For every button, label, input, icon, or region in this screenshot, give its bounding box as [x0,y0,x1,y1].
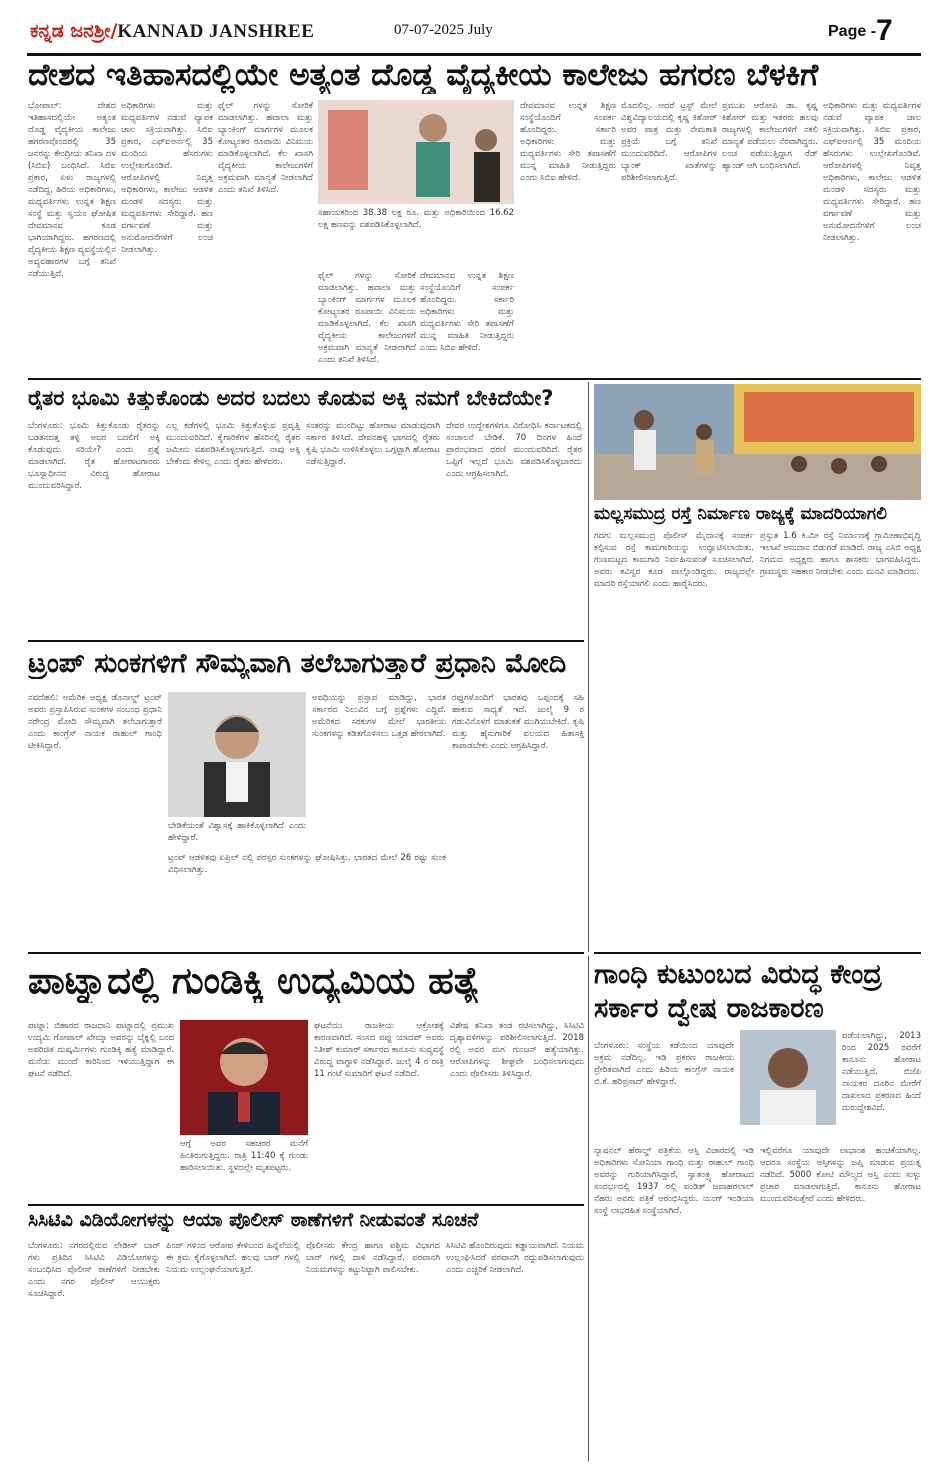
story7-col3: ಪೊಲೀಸರು ಕೇಂದ್ರ ಹಾಗೂ ಪಶ್ಚಿಮ ವಿಭಾಗದ ಬಾರ್ ಗಳಲ್ಲಿ ದಾಳಿ ನಡೆಸಿದ್ದಾರೆ. ಪರವಾನಗಿ ನಿಯಮಗಳನ್ನು ಕಟ್ಟುನಿಟ್ಟಾಗಿ ಪಾಲಿಸಬೇಕು. [306,1241,440,1275]
story4-photo [168,692,306,817]
page-number: 7 [876,14,893,47]
brand-english: KANNAD JANSHREE [117,21,315,42]
story6-photo-figure [740,1030,836,1125]
masthead-rule [27,53,921,56]
brand-separator: / [110,20,118,42]
story1-col4-extra: ಫೈಲ್ ಗಳನ್ನು ಸೋರಿಕೆ ಮಾಡಲಾಗಿತ್ತು. ಹವಾಲಾ ಮತ್ತು ಬ್ಯಾಂಕಿಂಗ್ ಮಾರ್ಗಗಳ ಮೂಲಕ ಕೋಟ್ಯಂತರ ರೂಪಾಯಿ ವಿನಿಮಯ ಮಾಡಿಕೊಳ್ಳಲಾಗಿದೆ. ಕೆಲ ಖಾಸಗಿ ವೈದ್ಯಕೀಯ ಕಾಲೇಜುಗಳಿಗೆ ಅಕ್ರಮವಾಗಿ ಮಾನ್ಯತೆ ನೀಡಲಾಗಿದೆ ಎಂದು ತನಿಖೆ ತಿಳಿಸಿದೆ. [318,271,416,365]
story4-col3: ರಫ್ತುಗಳೊಂದಿಗೆ ಭಾರತವು ಒಪ್ಪಂದಕ್ಕೆ ಸಹಿ ಹಾಕುವ ಸಾಧ್ಯತೆ ಇದೆ. ಜುಲೈ 9 ರ ಗಡುವಿನೊಳಗೆ ಮಾತುಕತೆ ಮುಗಿಯಬೇಕಿದೆ. ಕೃಷಿ ಮತ್ತು ಹೈನುಗಾರಿಕೆ ವಲಯದ ಹಿತಾಸಕ್ತಿ ಕಾಪಾಡಬೇಕು ಎಂದು ಆಗ್ರಹಿಸಿದ್ದಾರೆ. [452,693,584,751]
story6-col2-top: ಪಡೆಯಲಾಗಿದ್ದು, 2013 ರಿಂದ 2025 ರವರೆಗೆ ಕಾನೂನು ಹೋರಾಟ ನಡೆಯುತ್ತಿದೆ. ಬಿಜೆಪಿ ನಾಯಕರ ದೂರಿನ ಮೇರೆಗೆ ದಾಖಲಾದ ಪ್ರಕರಣದ ಹಿಂದೆ ದುರುದ್ದೇಶವಿದೆ. [842,1031,921,1113]
story4-photo-figure [168,692,306,817]
story5-col3: ಘಟನೆಯು ರಾಜಕೀಯ ಆಕ್ರೋಶಕ್ಕೆ ಕಾರಣವಾಗಿದೆ. ಸಂಸದ ಪಪ್ಪು ಯಾದವ್ ಅವರು ನಿತೀಶ್ ಕುಮಾರ್ ಸರ್ಕಾರದ ಕಾನೂನು ಸುವ್ಯವಸ್ಥೆ ವಿರುದ್ಧ ವಾಗ್ದಾಳಿ ನಡೆಸಿದ್ದಾರೆ. ಜುಲೈ 4 ರ ರಾತ್ರಿ 11 ಗಂಟೆ ಸುಮಾರಿಗೆ ಘಟನೆ ನಡೆದಿದೆ. [314,1021,444,1079]
story5-col1: ಪಾಟ್ನಾ: ಬಿಹಾರದ ರಾಜಧಾನಿ ಪಾಟ್ನಾದಲ್ಲಿ ಪ್ರಮುಖ ಉದ್ಯಮಿ ಗೋಪಾಲ್ ಖೇಮ್ಕಾ ಅವರನ್ನು ಬೈಕ್ನಲ್ಲಿ ಬಂದ ಅಪರಿಚಿತ ದುಷ್ಕರ್ಮಿಗಳು ಗುಂಡಿಕ್ಕಿ ಹತ್ಯೆ ಮಾಡಿದ್ದಾರೆ. ಮನೆಯ ಮುಂದೆ ಕಾರಿನಿಂದ ಇಳಿಯುತ್ತಿದ್ದಾಗ ಈ ಘಟನೆ ನಡೆದಿದೆ. [28,1021,174,1079]
story2-col1: ಬೆಂಗಳೂರು: ಭೂಮಿ ಕಿತ್ತುಕೊಂಡು ರೈತರನ್ನು ಬಡತನದತ್ತ ತಳ್ಳಿ ಅದರ ಬದಲಿಗೆ ಅಕ್ಕಿ ಕೊಡುವುದು ಸರಿಯೇ? ಎಂದು ಪ್ರಶ್ನೆ ಮಾಡಲಾಗಿದೆ. ರೈತ ಹೋರಾಟಗಾರರು ಭೂಸ್ವಾಧೀನದ ವಿರುದ್ಧ ಹೋರಾಟ ಮುಂದುವರಿಸಿದ್ದಾರೆ. [28,421,160,491]
story1-photo-figure [318,100,514,204]
story2-col2: ಎಲ್ಲ ಕಡೆಗಳಲ್ಲಿ ಭೂಮಿ ಕಿತ್ತುಕೊಳ್ಳುವ ಪ್ರವೃತ್ತಿ ಮುಂದುವರಿದಿದೆ. ಕೈಗಾರಿಕೆಗಳ ಹೆಸರಿನಲ್ಲಿ ರೈತರ ಜಮೀನು ವಶಪಡಿಸಿಕೊಳ್ಳಲಾಗುತ್ತಿದೆ. ನಾವು ಅಕ್ಕಿ ಬೇಕೆಂದು ಕೇಳಿಲ್ಲ ಎಂದು ರೈತರು ಹೇಳಿದರು. [166,421,300,467]
story6-col1-top: ಬೆಂಗಳೂರು: ಸಂಸ್ಥೆಯ ಕಡೆಯಿಂದ ಯಾವುದೇ ಅಕ್ರಮ ನಡೆದಿಲ್ಲ. ಇಡಿ ಪ್ರಕರಣ ರಾಜಕೀಯ ಪ್ರೇರಿತವಾಗಿದೆ ಎಂದು ಹಿರಿಯ ಕಾಂಗ್ರೆಸ್ ನಾಯಕ ಬಿ.ಕೆ. ಹರಿಪ್ರಸಾದ್ ಹೇಳಿದ್ದಾರೆ. [594,1041,734,1087]
story5-photo [180,1020,308,1135]
story1-col5: ದೇವಮಾನವ ಉನ್ನತ ಶಿಕ್ಷಣ ಸಂಸ್ಥೆಯೊಂದಿಗೆ ಸಂಪರ್ಕ ಹೊಂದಿದ್ದರು. ಸರ್ಕಾರಿ ಅಧಿಕಾರಿಗಳು ಮತ್ತು ಮಧ್ಯವರ್ತಿಗಳು ಸೇರಿ ತಪಾಸಣೆಗೆ ಮುನ್ನ ಮಾಹಿತಿ ನೀಡುತ್ತಿದ್ದರು ಎಂದು ಸಿಬಿಐ ಹೇಳಿದೆ. [520,101,616,183]
story1-col4b: ದೇವಮಾನವ ಉನ್ನತ ಶಿಕ್ಷಣ ಸಂಸ್ಥೆಯೊಂದಿಗೆ ಸಂಪರ್ಕ ಹೊಂದಿದ್ದರು. ಸರ್ಕಾರಿ ಅಧಿಕಾರಿಗಳು ಮತ್ತು ಮಧ್ಯವರ್ತಿಗಳು ಸೇರಿ ತಪಾಸಣೆಗೆ ಮುನ್ನ ಮಾಹಿತಿ ನೀಡುತ್ತಿದ್ದರು ಎಂದು ಸಿಬಿಐ ಹೇಳಿದೆ. [420,271,514,353]
story3-photo [594,384,921,500]
story1-col3: ಫೈಲ್ ಗಳನ್ನು ಸೋರಿಕೆ ಮಾಡಲಾಗಿತ್ತು. ಹವಾಲಾ ಮತ್ತು ಬ್ಯಾಂಕಿಂಗ್ ಮಾರ್ಗಗಳ ಮೂಲಕ ಕೋಟ್ಯಂತರ ರೂಪಾಯಿ ವಿನಿಮಯ ಮಾಡಿಕೊಳ್ಳಲಾಗಿದೆ. ಕೆಲ ಖಾಸಗಿ ವೈದ್ಯಕೀಯ ಕಾಲೇಜುಗಳಿಗೆ ಅಕ್ರಮವಾಗಿ ಮಾನ್ಯತೆ ನೀಡಲಾಗಿದೆ ಎಂದು ತನಿಖೆ ತಿಳಿಸಿದೆ. [218,101,313,195]
story4-col2-top: ಅವಧಿಯನ್ನು ಪ್ರಸ್ತಾಪ ಮಾಡಿದ್ದು, ಭಾರತ ಸರ್ಕಾರದ ನಿಲುವಿನ ಬಗ್ಗೆ ಪ್ರಶ್ನೆಗಳು ಎದ್ದಿವೆ. ಅಮೆರಿಕದ ಸರಕುಗಳ ಮೇಲೆ ಭಾರತೀಯ ಸುಂಕಗಳನ್ನು ಕಡಿತಗೊಳಿಸಲು ಒತ್ತಡ ಹೇರಲಾಗಿದೆ. [312,693,446,739]
divider-2 [28,640,584,642]
story6-headline: ಗಾಂಧಿ ಕುಟುಂಬದ ವಿರುದ್ಧ ಕೇಂದ್ರ ಸರ್ಕಾರ ದ್ವೇಷ ರಾಜಕಾರಣ [594,959,882,1024]
story6-photo [740,1030,836,1125]
story1-headline: ದೇಶದ ಇತಿಹಾಸದಲ್ಲಿಯೇ ಅತ್ಯಂತ ದೊಡ್ಡ ವೈದ್ಯಕೀಯ ಕಾಲೇಜು ಹಗರಣ ಬೆಳಕಿಗೆ [28,58,819,93]
story6-col1-bottom: ನ್ಯಾಷನಲ್ ಹೆರಾಲ್ಡ್ ಪತ್ರಿಕೆಯ ಆಸ್ತಿ ವಿಚಾರದಲ್ಲಿ ಇಡಿ ಅಧಿಕಾರಿಗಳು ಸೋನಿಯಾ ಗಾಂಧಿ ಮತ್ತು ರಾಹುಲ್ ಗಾಂಧಿ ಅವರನ್ನು ಗುರಿಯಾಗಿಸಿದ್ದಾರೆ. ಸ್ವಾತಂತ್ರ್ಯ ಹೋರಾಟದ ಸಂದರ್ಭದಲ್ಲಿ 1937 ರಲ್ಲಿ ಪಂಡಿತ್ ಜವಾಹರಲಾಲ್ ನೆಹರು ಅವರು ಪತ್ರಿಕೆ ಆರಂಭಿಸಿದ್ದರು. ಯಂಗ್ ಇಂಡಿಯಾ ಸಂಸ್ಥೆ ಲಾಭರಹಿತ ಸಂಸ್ಥೆಯಾಗಿದೆ. [594,1146,754,1216]
story5-photo-figure [180,1020,308,1135]
story2-col3: ಸಂತರನ್ನು ಮುಂದಿಟ್ಟು ಹೋರಾಟ ಮಾಡುವುದಾಗಿ ಸರ್ಕಾರ ತಿಳಿಸಿದೆ. ದೇವನಹಳ್ಳಿ ಭಾಗದಲ್ಲಿ ರೈತರು ಕೃಷಿ ಭೂಮಿ ಉಳಿಸಿಕೊಳ್ಳಲು ಒಗ್ಗಟ್ಟಾಗಿ ಹೋರಾಟ ನಡೆಸುತ್ತಿದ್ದಾರೆ. [306,421,440,467]
story7-col4: ಸಿಸಿಟಿವಿ ಹೊಂದಿರುವುದು ಕಡ್ಡಾಯವಾಗಿದೆ. ನಿಯಮ ಉಲ್ಲಂಘಿಸಿದರೆ ಪರವಾನಗಿ ರದ್ದುಪಡಿಸಲಾಗುವುದು ಎಂದು ಎಚ್ಚರಿಕೆ ನೀಡಲಾಗಿದೆ. [446,1241,584,1275]
story5-headline: ಪಾಟ್ನಾದಲ್ಲಿ ಗುಂಡಿಕ್ಕಿ ಉದ್ಯಮಿಯ ಹತ್ಯೆ [28,960,481,1002]
newspaper-brand [30,20,314,43]
story4-caption: ಬೇಡಿಕೆಯಂತೆ ವಿಶ್ವಾಸಕ್ಕೆ ಹಾಕಿಕೊಳ್ಳಲಾಗಿದೆ ಎಂದು ಹೇಳಿದ್ದಾರೆ. [168,821,306,843]
story6-col2-bottom: ಇಲ್ಲಿವರೆಗೂ ಯಾವುದೇ ಲಾಭಾಂಶ ಹಂಚಿಕೆಯಾಗಿಲ್ಲ. ಆದರೂ ಸಂಸ್ಥೆಯ ಆಸ್ತಿಗಳನ್ನು ಜಪ್ತಿ ಮಾಡುವ ಪ್ರಯತ್ನ ನಡೆದಿದೆ. 5000 ಕೋಟಿ ಮೌಲ್ಯದ ಆಸ್ತಿ ಎಂದು ಸುಳ್ಳು ಪ್ರಚಾರ ಮಾಡಲಾಗುತ್ತಿದೆ. ಕಾನೂನು ಹೋರಾಟ ಮುಂದುವರಿಸುತ್ತೇವೆ ಎಂದು ಹೇಳಿದರು. [760,1146,921,1204]
story1-col2: ಅಧಿಕಾರಿಗಳು ಮತ್ತು ಮಧ್ಯವರ್ತಿಗಳ ನಡುವೆ ವ್ಯಾಪಕ ಜಾಲ ಸಕ್ರಿಯವಾಗಿತ್ತು. ಸಿಬಿಐ ಪ್ರಕಾರ, ಎಫ್ಐಆರ್ನಲ್ಲಿ 35 ಮಂದಿಯ ಹೆಸರುಗಳು ಉಲ್ಲೇಖಗೊಂಡಿವೆ. ಆರೋಪಿಗಳಲ್ಲಿ ನಿವೃತ್ತ ಅಧಿಕಾರಿಗಳು, ಕಾಲೇಜು ಆಡಳಿತ ಮಂಡಳಿ ಸದಸ್ಯರು ಮತ್ತು ಮಧ್ಯವರ್ತಿಗಳು ಸೇರಿದ್ದಾರೆ. ಹಣ ವರ್ಗಾವಣೆ ಮತ್ತು ಅನುಮೋದನೆಗಳಿಗೆ ಲಂಚ ನೀಡಲಾಗಿತ್ತು. [121,101,213,255]
column-divider [588,382,589,952]
story3-photo-figure [594,384,921,500]
story1-photo [318,100,514,204]
story1-col1: ಭೋಪಾಲ್: ದೇಶದ ಇತಿಹಾಸದಲ್ಲಿಯೇ ಅತ್ಯಂತ ದೊಡ್ಡ ವೈದ್ಯಕೀಯ ಕಾಲೇಜು ಹಗರಣವೊಂದರಲ್ಲಿ 35 ಜನರನ್ನು ಕೇಂದ್ರೀಯ ತನಿಖಾ ದಳ (ಸಿಬಿಐ) ಬಂಧಿಸಿದೆ. ಸಿಬಿಐ ಪ್ರಕಾರ, ಏಳು ರಾಜ್ಯಗಳಲ್ಲಿ ನಡೆದಿದ್ದ, ಹಿರಿಯ ಅಧಿಕಾರಿಗಳು, ಮಧ್ಯವರ್ತಿಗಳು ಉನ್ನತ ಶಿಕ್ಷಣ ಸಂಸ್ಥೆ ಮತ್ತು ಸ್ವಯಂ ಘೋಷಿತ ದೇವಮಾನವ ಕೂಡ ಭಾಗಿಯಾಗಿದ್ದರು. ಹಗರಣದಲ್ಲಿ ವೈದ್ಯಕೀಯ ಶಿಕ್ಷಣ ವ್ಯವಸ್ಥೆಯಲ್ಲಿನ ಅವ್ಯವಹಾರಗಳ ಬಗ್ಗೆ ತನಿಖೆ ನಡೆಯುತ್ತಿದೆ. [28,101,116,279]
divider-3b [594,952,921,954]
story7-col1: ಬೆಂಗಳೂರು: ನಗರದಲ್ಲಿರುವ ಲೇಡೀಸ್ ಬಾರ್ ಗಳು ಪ್ರತಿದಿನ ಸಿಸಿಟಿವಿ ವಿಡಿಯೋಗಳನ್ನು ಸಂಬಂಧಿಸಿದ ಪೊಲೀಸ್ ಠಾಣೆಗಳಿಗೆ ನೀಡಬೇಕು ಎಂದು ನಗರ ಪೊಲೀಸ್ ಆಯುಕ್ತರು ಸೂಚಿಸಿದ್ದಾರೆ. [28,1241,160,1299]
column-divider-lower [588,956,589,1461]
story4-headline: ಟ್ರಂಪ್ ಸುಂಕಗಳಿಗೆ ಸೌಮ್ಯವಾಗಿ ತಲೆಬಾಗುತ್ತಾರೆ ಪ್ರಧಾನಿ ಮೋದಿ [28,648,567,679]
story4-col2-bottom: ಟ್ರಂಪ್ ಆಡಳಿತವು ಏಪ್ರಿಲ್ ನಲ್ಲಿ ಪರಸ್ಪರ ಸುಂಕಗಳನ್ನು ಘೋಷಿಸಿತ್ತು. ಭಾರತದ ಮೇಲೆ 26 ರಷ್ಟು ಸುಂಕ ವಿಧಿಸಲಾಗಿತ್ತು. [168,853,446,875]
story5-caption: ಆಗ್ಗೆ ಅವರ ಸಹಚರರ ಮನೆಗೆ ಹಿಂತಿರುಗುತ್ತಿದ್ದರು. ರಾತ್ರಿ 11:40 ಕ್ಕೆ ಗುಂಡು ಹಾರಿಸಲಾಯಿತು. ಸ್ಥಳದಲ್ಲೇ ಮೃತಪಟ್ಟರು. [180,1139,308,1173]
story7-headline: ಸಿಸಿಟಿವಿ ವಿಡಿಯೋಗಳನ್ನು ಆಯಾ ಪೊಲೀಸ್ ಠಾಣೆಗಳಿಗೆ ನೀಡುವಂತೆ ಸೂಚನೆ [28,1210,479,1231]
story2-headline: ರೈತರ ಭೂಮಿ ಕಿತ್ತುಕೊಂಡು ಅದರ ಬದಲು ಕೊಡುವ ಅಕ್ಕಿ ನಮಗೆ ಬೇಕಿದೆಯೇ? [28,386,554,410]
story1-col6: ಮೊದಲಿಲ್ಲ. ಆದರೆ ಟ್ರಸ್ಟ್ ಮೇಲೆ ವಿಶ್ವವಿದ್ಯಾಲಯದಲ್ಲಿ ಕೃಷ್ಣ ಕಿಶೋರ್ ಅವರ ಪಾತ್ರ ಮತ್ತು ನೇಮಕಾತಿ ಪ್ರಕ್ರಿಯೆ ಬಗ್ಗೆ ತನಿಖೆ ಮುಂದುವರಿದಿದೆ. ಆರೋಪಿಗಳ ಬ್ಯಾಂಕ್ ಖಾತೆಗಳನ್ನು ಪರಿಶೀಲಿಸಲಾಗುತ್ತಿದೆ. [621,101,717,183]
story1-col8: ಅಧಿಕಾರಿಗಳು ಮತ್ತು ಮಧ್ಯವರ್ತಿಗಳ ನಡುವೆ ವ್ಯಾಪಕ ಜಾಲ ಸಕ್ರಿಯವಾಗಿತ್ತು. ಸಿಬಿಐ ಪ್ರಕಾರ, ಎಫ್ಐಆರ್ನಲ್ಲಿ 35 ಮಂದಿಯ ಹೆಸರುಗಳು ಉಲ್ಲೇಖಗೊಂಡಿವೆ. ಆರೋಪಿಗಳಲ್ಲಿ ನಿವೃತ್ತ ಅಧಿಕಾರಿಗಳು, ಕಾಲೇಜು ಆಡಳಿತ ಮಂಡಳಿ ಸದಸ್ಯರು ಮತ್ತು ಮಧ್ಯವರ್ತಿಗಳು ಸೇರಿದ್ದಾರೆ. ಹಣ ವರ್ಗಾವಣೆ ಮತ್ತು ಅನುಮೋದನೆಗಳಿಗೆ ಲಂಚ ನೀಡಲಾಗಿತ್ತು. [823,101,921,243]
story5-col4: ವಿಶೇಷ ತನಿಖಾ ತಂಡ ರಚಿಸಲಾಗಿದ್ದು, ಸಿಸಿಟಿವಿ ದೃಶ್ಯಾವಳಿಗಳನ್ನು ಪರಿಶೀಲಿಸಲಾಗುತ್ತಿದೆ. 2018 ರಲ್ಲಿ ಅವರ ಮಗ ಗುಂಜನ್ ಹತ್ಯೆಯಾಗಿತ್ತು. ಆರೋಪಿಗಳನ್ನು ಶೀಘ್ರವೇ ಬಂಧಿಸಲಾಗುವುದು ಎಂದು ಪೊಲೀಸರು ತಿಳಿಸಿದ್ದಾರೆ. [450,1021,584,1079]
divider-3 [28,952,584,954]
divider-1 [28,378,921,380]
story3-headline: ಮಲ್ಲಸಮುದ್ರ ರಸ್ತೆ ನಿರ್ಮಾಣ ರಾಜ್ಯಕ್ಕೆ ಮಾದರಿಯಾಗಲಿ [594,505,887,524]
story3-col1: ಗದಗ: ಮಲ್ಲಸಮುದ್ರ ಪೊಲೀಸ್ ಮೈದಾನಕ್ಕೆ ಸಂಪರ್ಕ ಕಲ್ಪಿಸುವ ರಸ್ತೆ ಕಾಮಗಾರಿಯನ್ನು ಉದ್ಘಾಟಿಸಲಾಯಿತು. ಗುಣಮಟ್ಟದ ಕಾಮಗಾರಿ ನಿರ್ವಹಿಸುವಂತೆ ಸೂಚಿಸಲಾಗಿದೆ. ಅವರು ಕವಿಸ್ವರ ಕೂಡ ಪಾಲ್ಗೊಂಡಿದ್ದರು. ರಾಜ್ಯದಲ್ಲೇ ಮಾದರಿ ರಸ್ತೆಯಾಗಲಿ ಎಂದು ಹಾರೈಸಿದರು. [594,531,754,589]
page-label: Page - [828,23,877,40]
story1-caption: ಸಹಾಯಕರಿಂದ 38.38 ಲಕ್ಷ ರೂ. ಮತ್ತು ಅಧಿಕಾರಿಯಿಂದ 16.62 ಲಕ್ಷ ಹಣವನ್ನು ವಶಪಡಿಸಿಕೊಳ್ಳಲಾಗಿದೆ. [318,208,514,230]
masthead [0,0,945,56]
story3-col2: ಪ್ರಸ್ತುತ 1.6 ಕಿ.ಮೀ ರಸ್ತೆ ನಿರ್ಮಾಣಕ್ಕೆ ಗ್ರಾಮೀಣಾಭಿವೃದ್ಧಿ ಇಲಾಖೆ ಅನುದಾನ ಬಿಡುಗಡೆ ಮಾಡಿದೆ. ರಾಜ್ಯ ಎಸಿಬಿ ಅಧ್ಯಕ್ಷ ನಿಗಮದ ಅಧ್ಯಕ್ಷರು ಹಾಗೂ ಶಾಸಕರು ಭಾಗವಹಿಸಿದ್ದರು. ಗ್ರಾಮಸ್ಥರು ಸಹಕಾರ ನೀಡಬೇಕು ಎಂದು ಮನವಿ ಮಾಡಿದರು. [760,531,921,577]
divider-4 [28,1204,584,1206]
issue-date: 07-07-2025 July [394,22,493,38]
story7-col2: ಪಿಂಪ್ ಗಳಿಂದ ಆರೋಪ ಕೇಳಿಬಂದ ಹಿನ್ನೆಲೆಯಲ್ಲಿ ಈ ಕ್ರಮ ಕೈಗೊಳ್ಳಲಾಗಿದೆ. ಹಲವು ಬಾರ್ ಗಳಲ್ಲಿ ನಿಯಮ ಉಲ್ಲಂಘನೆಯಾಗುತ್ತಿದೆ. [166,1241,300,1275]
story1-col7: ಪ್ರಮುಖ ಆರೋಪಿ ಡಾ. ಕೃಷ್ಣ ಕಿಶೋರ್ ಮತ್ತು ಇತರರು ಹಲವು ರಾಜ್ಯಗಳಲ್ಲಿ ಕಾಲೇಜುಗಳಿಗೆ ನಕಲಿ ಮಾನ್ಯತೆ ಪಡೆಯಲು ನೆರವಾಗಿದ್ದರು. ಲಂಚ ಪಡೆಯುತ್ತಿದ್ದಾಗ ರೆಡ್ ಹ್ಯಾಂಡ್ ಆಗಿ ಬಂಧಿಸಲಾಗಿದೆ. [722,101,818,171]
brand-kannada: ಕನ್ನಡ ಜನಶ್ರೀ [30,20,111,42]
story2-col4: ದೇವರ ಉದ್ದೇಶಗಳಿಗೂ ವಿರೋಧಿಸಿ ಕರ್ನಾಟಕದಲ್ಲಿ ಸಂಚಾಲನೆ ಬೇಡಿಕೆ. 70 ದಿನಗಳ ಹಿಂದೆ ಪ್ರಾರಂಭವಾದ ಧರಣಿ ಮುಂದುವರಿದಿದೆ. ರೈತರ ಒಪ್ಪಿಗೆ ಇಲ್ಲದೆ ಭೂಮಿ ವಶಪಡಿಸಿಕೊಳ್ಳಬಾರದು ಎಂದು ಆಗ್ರಹಿಸಲಾಗಿದೆ. [446,421,582,479]
story4-col1: ನವದೆಹಲಿ: ಅಮೆರಿಕ ಅಧ್ಯಕ್ಷ ಡೊನಾಲ್ಡ್ ಟ್ರಂಪ್ ಅವರು ಪ್ರಸ್ತಾಪಿಸಿರುವ ಸುಂಕಗಳ ಸಂಬಂಧ ಪ್ರಧಾನಿ ನರೇಂದ್ರ ಮೋದಿ ಸೌಮ್ಯವಾಗಿ ತಲೆಬಾಗುತ್ತಾರೆ ಎಂದು ಕಾಂಗ್ರೆಸ್ ನಾಯಕ ರಾಹುಲ್ ಗಾಂಧಿ ಟೀಕಿಸಿದ್ದಾರೆ. [28,693,162,751]
